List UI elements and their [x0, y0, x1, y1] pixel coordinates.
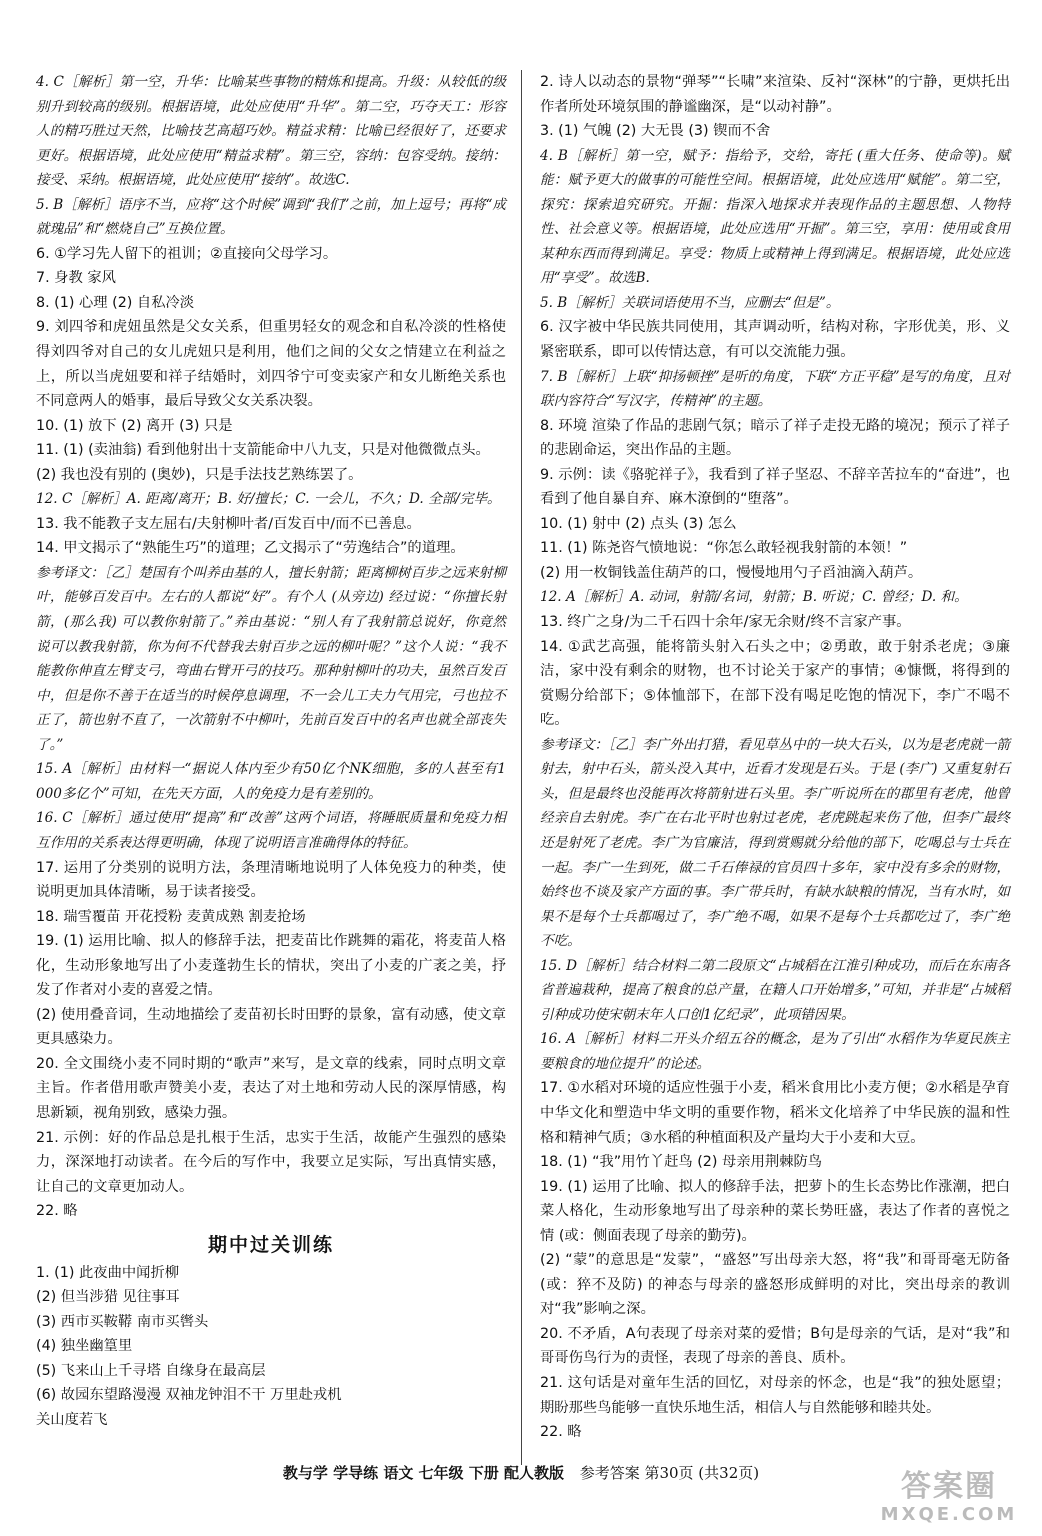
answer-paragraph: 20. 全文围绕小麦不同时期的“歌声”来写，是文章的线索，同时点明文章主旨。作者借用歌声赞美小麦，表达了对土地和劳动人民的深厚情感，构思新颖，视角别致，感染力强。 — [36, 1055, 506, 1121]
answer-paragraph: 19. (1) 运用比喻、拟人的修辞手法，把麦苗比作跳舞的霜花，将麦苗人格化，生动形象地写出了小麦蓬勃生长的情状，突出了小麦的广袤之美，抒发了作者对小麦的喜爱之情。 (2) 使用叠音词，生动地描绘了麦苗初长时田野的景象，富有动感，使文章更具感染力。 — [36, 933, 506, 1048]
left-column — [36, 70, 506, 1433]
answer-paragraph: 20. 不矛盾，A句表现了母亲对菜的爱惜；B句是母亲的气话，是对“我”和哥哥伤鸟行为的责怪，表现了母亲的善良、质朴。 — [540, 1325, 1010, 1367]
answer-paragraph: 17. ①水稻对环境的适应性强于小麦，稻米食用比小麦方便；②水稻是孕育中华文化和塑造中华文明的重要作物，稻米文化培养了中华民族的温和性格和精神气质；③水稻的种植面积及产量均大于小麦和大豆。 — [540, 1080, 1010, 1146]
answer-paragraph: 2. 诗人以动态的景物“弹琴”“长啸”来渲染、反衬“深林”的宁静，更烘托出作者所处环境氛围的静谧幽深，是“以动衬静”。 — [540, 74, 1010, 115]
answer-paragraph: 4. C［解析］第一空，升华：比喻某些事物的精炼和提高。升级：从较低的级别升到较高的级别。根据语境，此处应使用“升华”。第二空，巧夺天工：形容人的精巧胜过天然，比喻技艺高超巧妙。精益求精：比喻已经很好了，还要求更好。根据语境，此处应使用“精益求精”。第三空，容纳：包容受纳。接纳：接受、采纳。根据语境，此处应使用“接纳”。故选C. — [36, 74, 506, 189]
answer-paragraph: 4. B［解析］第一空，赋予：指给予，交给，寄托 (重大任务、使命等)。赋能：赋予更大的做事的可能性空间。根据语境，此处应选用“赋能”。第二空，探究：探索追究研究。开掘：指深入地探求并表现作品的主题思想、人物特性、社会意义等。根据语境，此处应选用“开掘”。第三空，享用：使用或食用某种东西而得到满足。享受：物质上或精神上得到满足。根据语境，此处应选用“享受”。故选B. — [540, 147, 1010, 287]
footer-page: 参考答案 第30页 (共32页) — [579, 1464, 760, 1482]
answer-paragraph: 参考译文：［乙］李广外出打猎，看见草丛中的一块大石头，以为是老虎就一箭射去，射中石头，箭头没入其中，近看才发现是石头。于是 (李广) 又重复射石头，但是最终也没能再次将箭射进石头里。李广听说所在的郡里有老虎，他曾经亲自去射虎。李广在右北平时也射过老虎，老虎跳起来伤了他，但李广最终还是射死了老虎。李广为官廉洁，得到赏赐就分给他的部下，吃喝总与士兵在一起。李广一生到死，做二千石俸禄的官员四十多年，家中没有多余的财物，始终也不谈及家产方面的事。李广带兵时，有缺水缺粮的情况，当有水时，如果不是每个士兵都喝过了，李广绝不喝，如果不是每个士兵都吃过了，李广绝不吃。 — [540, 736, 1010, 950]
answer-paragraph: 10. (1) 射中 (2) 点头 (3) 怎么 — [540, 515, 737, 532]
watermark-text: 答案圈 — [901, 1469, 997, 1504]
answer-paragraph: 13. 终广之身/为二千石四十余年/家无余财/终不言家产事。 — [540, 614, 911, 631]
answer-paragraph: 7. B［解析］上联“抑扬顿挫”是听的角度，下联“方正平稳”是写的角度，且对联内容符合“写汉字，传精神”的主题。 — [540, 368, 1010, 410]
answer-paragraph: 11. (1) 陈尧咨气愤地说：“你怎么敢轻视我射箭的本领！” (2) 用一枚铜钱盖住葫芦的口，慢慢地用勺子舀油滴入葫芦。 — [540, 540, 923, 581]
answer-paragraph: 16. C［解析］通过使用“提高”和“改善”这两个词语，将睡眠质量和免疫力相互作用的关系表达得更明确，体现了说明语言准确得体的特征。 — [36, 810, 506, 851]
watermark — [874, 1470, 1024, 1530]
answer-paragraph: 8. 环境 渲染了作品的悲剧气氛；暗示了祥子走投无路的境况；预示了祥子的悲剧命运，突出作品的主题。 — [540, 417, 1010, 459]
answer-paragraph: 6. 汉字被中华民族共同使用，其声调动听，结构对称，字形优美，形、义紧密联系，即可以传情达意，有可以交流能力强。 — [540, 319, 1010, 361]
answer-paragraph: 18. (1) “我”用竹丫赶鸟 (2) 母亲用荆棘防鸟 — [540, 1154, 823, 1171]
answer-paragraph: 7. 身教 家风 — [36, 270, 116, 287]
answer-paragraph: 14. ①武艺高强，能将箭头射入石头之中；②勇敢，敢于射杀老虎；③廉洁，家中没有剩余的财物，也不讨论关于家产的事情；④慷慨，将得到的赏赐分给部下；⑤体恤部下，在部下没有喝足吃饱的情况下，李广不喝不吃。 — [540, 638, 1010, 729]
answer-paragraph: 14. 甲文揭示了“熟能生巧”的道理；乙文揭示了“劳逸结合”的道理。 — [36, 540, 465, 557]
answer-paragraph: 11. (1) (卖油翁) 看到他射出十支箭能命中八九支，只是对他微微点头。 (2) 我也没有别的 (奥妙)，只是手法技艺熟练罢了。 — [36, 442, 490, 483]
answer-paragraph: 15. A［解析］由材料一“据说人体内至少有50亿个NK细胞，多的人甚至有1 000多亿个”可知，在先天方面，人的免疫力是有差别的。 — [36, 761, 506, 802]
watermark-url: MXQE.COM — [880, 1504, 1018, 1525]
answer-paragraph: 22. 略 — [540, 1424, 582, 1441]
footer-series: 教与学 学导练 语文 七年级 下册 配人教版 — [282, 1464, 565, 1482]
answer-paragraph: 5. B［解析］语序不当，应将“这个时候”调到“我们”之前，加上逗号；再将“成就瑰品”和“燃烧自己”互换位置。 — [36, 196, 506, 238]
answer-paragraph: 18. 瑞雪覆苗 开花授粉 麦黄成熟 割麦抢场 — [36, 908, 306, 925]
answer-paragraph: 参考译文：［乙］楚国有个叫养由基的人，擅长射箭；距离柳树百步之远来射柳叶，能够百发百中。左右的人都说“好”。有个人 (从旁边) 经过说：“你擅长射箭，(那么我) 可以教你射箭了。”养由基说：“别人有了我射箭总说好，你竟然说可以教我射箭，你为何不代替我去射百步之远的柳叶呢？”这个人说：“我不能教你伸直左臂支弓，弯曲右臂开弓的技巧。那种射柳叶的功夫，虽然百发百中，但是你不善于在适当的时候停息调理，不一会儿工夫力气用完，弓也拉不正了，箭也射不直了，一次箭射不中柳叶，先前百发百中的名声也就全部丧失了。” — [36, 564, 506, 753]
answer-paragraph: 13. 我不能教子支左屈右/夫射柳叶者/百发百中/而不已善息。 — [36, 515, 421, 532]
answer-paragraph: 1. (1) 此夜曲中闻折柳 (2) 但当涉猎 见往事耳 (3) 西市买鞍鞯 南市买辔头 (4) 独坐幽篁里 (5) 飞来山上千寻塔 自缘身在最高层 (6) 故园东望路漫漫 双袖龙钟泪不干 万里赴戎机 关山度若飞 — [36, 1264, 342, 1428]
answer-paragraph: 22. 略 — [36, 1203, 78, 1220]
answer-paragraph: 12. C［解析］A. 距离/离开；B. 好/擅长；C. 一会儿，不久；D. 全部/完毕。 — [36, 491, 501, 508]
answer-paragraph: 6. ①学习先人留下的祖训；②直接向父母学习。 — [36, 245, 338, 262]
answer-paragraph: 21. 示例：好的作品总是扎根于生活，忠实于生活，故能产生强烈的感染力，深深地打动读者。在今后的写作中，我要立足实际，写出真情实感，让自己的文章更加动人。 — [36, 1129, 506, 1195]
answer-paragraph: 9. 示例：读《骆驼祥子》，我看到了祥子坚忍、不辞辛苦拉车的“奋进”，也看到了他自暴自弃、麻木潦倒的“堕落”。 — [540, 466, 1010, 508]
answer-paragraph: 16. A［解析］材料二开头介绍五谷的概念，是为了引出“水稻作为华夏民族主要粮食的地位提升”的论述。 — [540, 1031, 1010, 1072]
right-column — [540, 70, 1010, 1445]
section-title: 期中过关训练 — [207, 1233, 334, 1256]
answer-paragraph: 10. (1) 放下 (2) 离开 (3) 只是 — [36, 417, 233, 434]
answer-paragraph: 3. (1) 气魄 (2) 大无畏 (3) 锲而不舍 — [540, 123, 771, 140]
answer-paragraph: 21. 这句话是对童年生活的回忆，对母亲的怀念，也是“我”的独处愿望；期盼那些鸟能够一直快乐地生活，相信人与自然能够和睦共处。 — [540, 1374, 1010, 1416]
answer-paragraph: 15. D［解析］结合材料二第二段原文“占城稻在江淮引种成功，而后在东南各省普遍栽种，提高了粮食的总产量，在籍人口开始增多，”可知，并非是“占城稻引种成功使宋朝末年人口创1亿纪录”，此项错因果。 — [540, 957, 1010, 1023]
answer-paragraph: 12. A［解析］A. 动词，射箭/名词，射箭；B. 听说；C. 曾经；D. 和。 — [540, 589, 968, 606]
answer-paragraph: 19. (1) 运用了比喻、拟人的修辞手法，把萝卜的生长态势比作涨潮，把白菜人格化，生动形象地写出了母亲种的菜长势旺盛，表达了作者的喜悦之情 (或：侧面表现了母亲的勤劳)。 (2) “蒙”的意思是“发蒙”，“盛怒”写出母亲大怒，将“我”和哥哥毫无防备 (或：猝不及防) 的神态与母亲的盛怒形成鲜明的对比，突出母亲的教训对“我”影响之深。 — [540, 1178, 1010, 1318]
answer-paragraph: 17. 运用了分类别的说明方法，条理清晰地说明了人体免疫力的种类，使说明更加具体清晰，易于读者接受。 — [36, 859, 506, 901]
answer-paragraph: 8. (1) 心理 (2) 自私冷淡 — [36, 294, 195, 311]
answer-paragraph: 9. 刘四爷和虎妞虽然是父女关系，但重男轻女的观念和自私冷淡的性格使得刘四爷对自己的女儿虎妞只是利用，他们之间的父女之情建立在利益之上，所以当虎妞要和祥子结婚时，刘四爷宁可变卖家产和女儿断绝关系也不同意两人的婚事，最后导致父女关系决裂。 — [36, 319, 506, 410]
column-divider — [521, 70, 522, 1465]
answer-paragraph: 5. B［解析］关联词语使用不当，应删去“但是”。 — [540, 294, 840, 311]
